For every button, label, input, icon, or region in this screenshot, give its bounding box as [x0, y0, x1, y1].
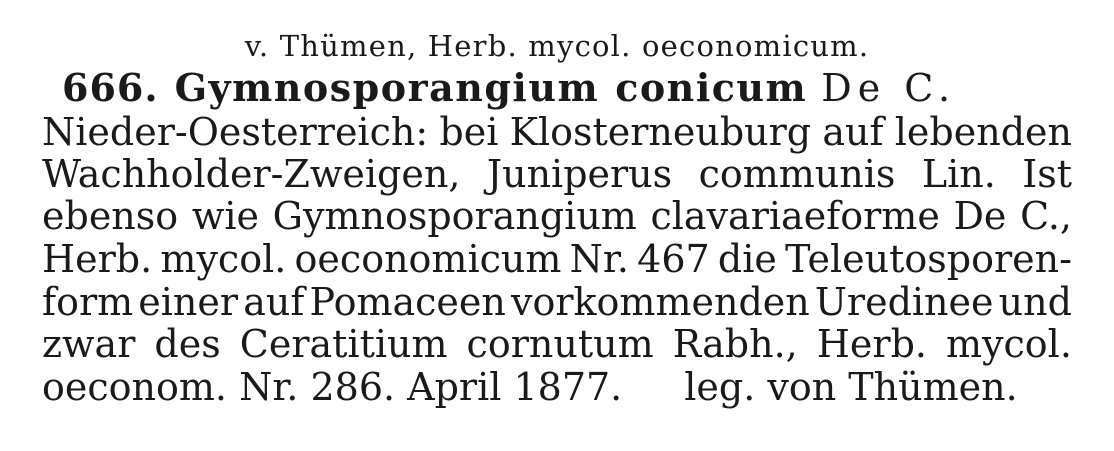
- body-line-3: [42, 194, 1072, 238]
- body-word: Nr.: [569, 237, 629, 281]
- body-word: vorkommenden: [511, 280, 810, 324]
- body-word: Rabh.,: [672, 322, 798, 366]
- body-word: Ceratitium: [239, 322, 448, 366]
- body-word: Teleutosporen-: [785, 237, 1072, 281]
- body-word: auf: [243, 280, 305, 324]
- body-line-7: [42, 365, 1072, 409]
- body-line-5: [42, 280, 1072, 324]
- body-word: communis: [698, 152, 896, 196]
- body-word: Juniperus: [486, 152, 673, 196]
- entry-title: [42, 66, 1072, 110]
- body-word: Wachholder-Zweigen,: [42, 152, 461, 196]
- body-word: Pomaceen: [309, 280, 506, 324]
- entry-genus: Gymnosporangium: [174, 65, 600, 110]
- body-word: Herb.: [42, 237, 153, 281]
- body-word: Gymnosporangium: [272, 194, 637, 238]
- body-word: mycol.: [160, 237, 287, 281]
- body-word: Lin.: [921, 152, 996, 196]
- spacer: [622, 365, 684, 409]
- body-word: Klosterneuburg: [509, 110, 812, 154]
- body-line-6: [42, 322, 1072, 366]
- body-word: C.,: [1020, 194, 1072, 238]
- body-word: Herb.: [816, 322, 927, 366]
- series-header: v. Thümen, Herb. mycol. oeconomicum.: [244, 29, 870, 63]
- body-word: einer: [138, 280, 239, 324]
- body-word: cornutum: [466, 322, 654, 366]
- body-word: 467: [637, 237, 710, 281]
- body-word: auf: [822, 110, 884, 154]
- body-word: Uredinee: [814, 280, 994, 324]
- collector: leg. von Thümen.: [684, 365, 1018, 409]
- entry-species: conicum: [615, 65, 808, 110]
- body-word: De: [953, 194, 1007, 238]
- body-line-4: [42, 237, 1072, 281]
- body-line-1: [42, 110, 1072, 154]
- body-word: lebenden: [894, 110, 1072, 154]
- body-word: mycol.: [946, 322, 1072, 366]
- body-word: des: [154, 322, 221, 366]
- body-line-2: [42, 152, 1072, 196]
- body-word: Nieder-Oesterreich:: [42, 110, 429, 154]
- entry-author: De C.: [821, 66, 957, 110]
- date-reference: oeconom. Nr. 286. April 1877.: [42, 365, 623, 409]
- body-word: Ist: [1022, 152, 1072, 196]
- body-word: oeconomicum: [294, 237, 562, 281]
- body-word: clavariaeforme: [650, 194, 940, 238]
- body-word: form: [42, 280, 134, 324]
- body-word: die: [717, 237, 777, 281]
- body-word: ebenso: [42, 194, 179, 238]
- body-word: zwar: [42, 322, 136, 366]
- body-word: wie: [191, 194, 259, 238]
- body-word: bei: [439, 110, 499, 154]
- body-word: und: [998, 280, 1072, 324]
- entry-number: 666.: [62, 65, 159, 110]
